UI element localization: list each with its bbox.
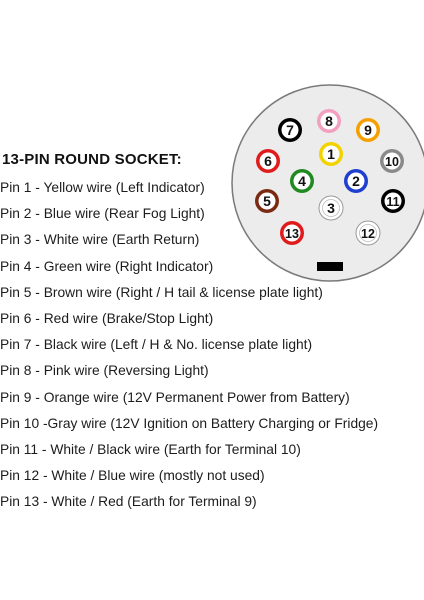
pin-number-4: 4 (298, 173, 306, 189)
socket-pin-7 (278, 118, 302, 142)
socket-title: 13-PIN ROUND SOCKET: (2, 151, 182, 168)
pin-row-3: Pin 3 - White wire (Earth Return) (0, 232, 200, 248)
pin-number-11: 11 (386, 195, 400, 209)
pin-number-5: 5 (263, 193, 271, 209)
socket-pin-6 (256, 149, 280, 173)
socket-pin-10 (380, 149, 404, 173)
socket-pin-9 (356, 118, 380, 142)
pin-row-9: Pin 9 - Orange wire (12V Permanent Power from Battery) (0, 389, 350, 405)
pin-row-7: Pin 7 - Black wire (Left / H & No. license plate light) (0, 337, 313, 353)
pin-list (0, 175, 378, 515)
pin-number-10: 10 (385, 155, 399, 169)
pin-number-3: 3 (327, 200, 335, 216)
socket-pin-1 (319, 142, 343, 166)
pin-number-9: 9 (364, 122, 372, 138)
pin-row-13: Pin 13 - White / Red (Earth for Terminal 9) (0, 494, 257, 510)
pin-row-6: Pin 6 - Red wire (Brake/Stop Light) (0, 310, 214, 326)
pin-row-11: Pin 11 - White / Black wire (Earth for Terminal 10) (0, 441, 301, 457)
pin-row-5: Pin 5 - Brown wire (Right / H tail & license plate light) (0, 284, 323, 300)
pin-number-2: 2 (352, 173, 360, 189)
pin-number-7: 7 (286, 122, 294, 138)
pin-number-1: 1 (327, 146, 335, 162)
socket-pin-8 (317, 109, 341, 133)
pin-row-10: Pin 10 -Gray wire (12V Ignition on Battery Charging or Fridge) (0, 415, 379, 431)
pin-number-8: 8 (325, 113, 333, 129)
pin-row-2: Pin 2 - Blue wire (Rear Fog Light) (0, 206, 205, 222)
pin-number-13: 13 (285, 227, 299, 241)
pin-number-6: 6 (264, 153, 272, 169)
pin-row-1: Pin 1 - Yellow wire (Left Indicator) (0, 180, 205, 195)
pin-row-12: Pin 12 - White / Blue wire (mostly not used) (0, 468, 265, 484)
pin-row-8: Pin 8 - Pink wire (Reversing Light) (0, 363, 209, 379)
socket-pin-11 (381, 189, 405, 213)
pin-number-12: 12 (361, 227, 375, 241)
pin-row-4: Pin 4 - Green wire (Right Indicator) (0, 258, 214, 274)
